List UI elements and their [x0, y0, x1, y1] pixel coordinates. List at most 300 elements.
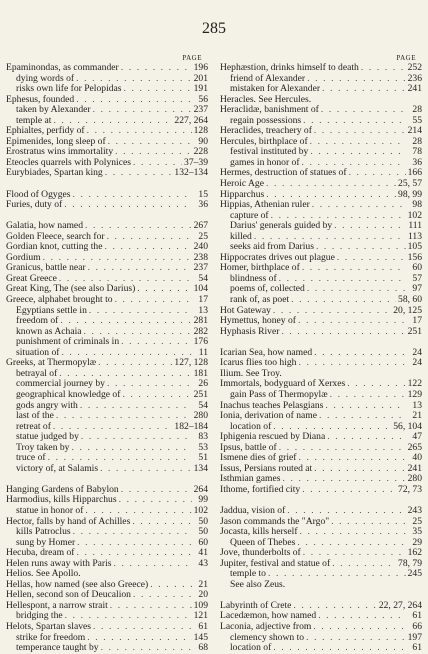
entry-page: 56 — [198, 93, 208, 105]
page-number: 285 — [202, 20, 226, 37]
dot-leader — [108, 137, 192, 148]
entry-text: Icarus flies too high — [220, 357, 297, 369]
entry-text: retreat of — [16, 420, 51, 432]
dot-leader — [331, 517, 406, 528]
entry-page: 68 — [198, 642, 208, 654]
dot-leader — [268, 569, 406, 580]
dot-leader — [104, 242, 191, 253]
entry-page: 24 — [412, 346, 422, 358]
dot-leader — [282, 474, 405, 485]
entry-text: Helios. See Apollo. — [6, 568, 81, 580]
entry-text: Labyrinth of Crete — [220, 599, 292, 611]
entry-page: 24 — [412, 357, 422, 369]
entry-page: 78 — [412, 146, 422, 158]
dot-leader — [101, 643, 192, 654]
dot-leader — [119, 495, 192, 506]
entry-page: 25, 57 — [398, 178, 422, 190]
dot-leader — [115, 295, 192, 306]
entry-page: 236 — [407, 72, 422, 84]
dot-leader — [81, 432, 192, 443]
entry-page: 54 — [198, 272, 208, 284]
entry-page: 166 — [407, 167, 422, 179]
entry-text: rank of, as poet — [230, 294, 290, 306]
entry-page: 282 — [193, 325, 208, 337]
dot-leader — [93, 622, 192, 633]
entry-page: 162 — [407, 547, 422, 559]
entry-page: 111 — [408, 220, 422, 232]
dot-leader — [73, 190, 193, 201]
entry-text: Isthmian games — [220, 473, 281, 485]
entry-text: Furies, duty of — [6, 199, 63, 211]
dot-leader — [322, 84, 406, 95]
entry-text: statue judged by — [16, 431, 79, 443]
index-entry — [6, 643, 208, 654]
dot-leader — [314, 126, 406, 137]
entry-text: Jocasta, kills herself — [220, 526, 298, 538]
entry-text: poems of, collected — [230, 283, 305, 295]
dot-leader — [88, 263, 192, 274]
entry-page: 196 — [193, 62, 208, 73]
entry-page: 97 — [412, 283, 422, 295]
entry-page: 36 — [412, 156, 422, 168]
entry-text: last of the — [16, 410, 54, 422]
entry-page: 251 — [193, 388, 208, 400]
entry-page: 20 — [198, 589, 208, 601]
dot-leader — [121, 337, 191, 348]
entry-page: 129 — [407, 388, 422, 400]
dot-leader — [76, 95, 192, 106]
entry-text: sung by Homer — [16, 536, 76, 548]
entry-text: Inachus teaches Pelasgians — [220, 399, 324, 411]
entry-text: Jupiter, festival and statue of — [220, 557, 331, 569]
entry-text: Eteocles quarrels with Polynices — [6, 156, 131, 168]
entry-text: Heracles. See Hercules. — [220, 93, 312, 105]
entry-page: 145 — [193, 631, 208, 643]
dot-leader — [87, 633, 191, 644]
dot-leader — [298, 453, 406, 464]
dot-leader — [314, 464, 405, 475]
dot-leader — [334, 221, 406, 232]
entry-page: 98, 99 — [398, 188, 422, 200]
dot-leader — [330, 390, 406, 401]
index-entry — [220, 622, 422, 633]
entry-page: 54 — [198, 399, 208, 411]
entry-page: 43 — [198, 557, 208, 569]
entry-text: temple to — [230, 568, 266, 580]
dot-leader — [133, 590, 192, 601]
entry-text: Jaddua, vision of — [220, 504, 286, 516]
entry-text: regain possessions — [230, 114, 302, 126]
entry-text: Heraclidæ, banishment of — [220, 104, 319, 116]
dot-leader — [337, 253, 406, 264]
entry-page: 25 — [412, 515, 422, 527]
entry-page: 102 — [407, 209, 422, 221]
dot-leader — [303, 116, 406, 127]
index-entry — [220, 485, 422, 496]
entry-text: Hippias, Athenian ruler — [220, 199, 310, 211]
dot-leader — [100, 464, 192, 475]
dot-leader — [298, 316, 406, 327]
entry-text: Golden Fleece, search for — [6, 230, 105, 242]
index-entry — [6, 390, 208, 401]
entry-text: Hymettus, honey of — [220, 315, 296, 327]
entry-text: freedom of — [16, 315, 59, 327]
entry-text: Jason commands the "Argo" — [220, 515, 330, 527]
entry-text: Ephesus, founded — [6, 93, 75, 105]
entry-text: bridging the — [16, 610, 63, 622]
entry-text: Greece, alphabet brought to — [6, 294, 113, 306]
dot-leader — [279, 443, 406, 454]
entry-page: 243 — [407, 504, 422, 516]
entry-page: 245 — [407, 568, 422, 580]
entry-text: gods angry with — [16, 399, 78, 411]
entry-page: 104 — [193, 283, 208, 295]
entry-page: 134 — [193, 462, 208, 474]
dot-leader — [307, 74, 405, 85]
entry-page: 228 — [193, 146, 208, 158]
entry-page: 15 — [198, 188, 208, 200]
entry-page: 13 — [198, 304, 208, 316]
entry-text: Jove, thunderbolts of — [220, 547, 301, 559]
right-entry-list — [220, 63, 422, 654]
dot-leader — [266, 179, 396, 190]
dot-leader — [121, 63, 192, 74]
entry-page: 28 — [412, 135, 422, 147]
dot-leader — [318, 611, 406, 622]
entry-text: Hercules, birthplace of — [220, 135, 308, 147]
entry-page: 113 — [407, 230, 422, 242]
entry-page: 61 — [198, 620, 208, 632]
entry-text: Epimenides, long sleep of — [6, 135, 106, 147]
entry-page: 53 — [198, 441, 208, 453]
entry-page: 102 — [193, 504, 208, 516]
entry-text: games in honor of — [230, 156, 300, 168]
entry-text: clemency shown to — [230, 631, 305, 643]
dot-leader — [114, 559, 192, 570]
entry-text: Immortals, bodyguard of Xerxes — [220, 378, 346, 390]
entry-page: 78, 79 — [398, 557, 422, 569]
entry-page: 241 — [407, 83, 422, 95]
entry-text: temperance taught by — [16, 642, 99, 654]
entry-text: strike for freedom — [16, 631, 86, 643]
dot-leader — [302, 263, 406, 274]
entry-text: friend of Alexander — [230, 72, 306, 84]
entry-page: 265 — [407, 441, 422, 453]
index-entry — [6, 411, 208, 422]
entry-page: 251 — [407, 325, 422, 337]
entry-text: Issus, Persians routed at — [220, 462, 313, 474]
dot-leader — [312, 200, 406, 211]
entry-text: Ionia, derivation of name — [220, 410, 317, 422]
entry-page: 25 — [198, 230, 208, 242]
entry-text: Ithome, fortified city — [220, 483, 301, 495]
entry-page: 50 — [198, 515, 208, 527]
entry-page: 20, 125 — [393, 304, 422, 316]
entry-text: Homer, birthplace of — [220, 262, 300, 274]
dot-leader — [327, 432, 406, 443]
entry-text: geographical knowledge of — [16, 388, 121, 400]
right-column-header: PAGE — [396, 54, 416, 62]
entry-text: known as Achaia — [16, 325, 82, 337]
dot-leader — [124, 84, 192, 95]
entry-page: 99 — [198, 494, 208, 506]
entry-page: 267 — [193, 220, 208, 232]
entry-text: Hermes, destruction of statues of — [220, 167, 347, 179]
entry-page: 132–134 — [174, 167, 208, 179]
entry-text: victory of, at Salamis — [16, 462, 99, 474]
dot-leader — [281, 327, 405, 338]
entry-page: 66 — [412, 620, 422, 632]
entry-text: Ephialtes, perfidy of — [6, 125, 85, 137]
entry-text: Eurybiades, Spartan king — [6, 167, 103, 179]
entry-text: Hellas, how named (see also Greece) — [6, 578, 149, 590]
entry-text: Epaminondas, as commander — [6, 62, 119, 73]
entry-text: betrayal of — [16, 367, 58, 379]
entry-text: Gordian knot, cutting the — [6, 241, 103, 253]
index-entry — [6, 200, 208, 211]
index-entry — [6, 464, 208, 475]
index-entry — [220, 506, 422, 517]
entry-page: 47 — [412, 431, 422, 443]
entry-text: risks own life for Pelopidas — [16, 83, 122, 95]
entry-text: Heroic Age — [220, 178, 264, 190]
dot-leader — [325, 401, 406, 412]
entry-page: 72, 73 — [398, 483, 422, 495]
dot-leader — [273, 643, 406, 654]
entry-page: 60 — [198, 536, 208, 548]
entry-text: statue in honor of — [16, 504, 84, 516]
entry-page: 127, 128 — [174, 357, 208, 369]
entry-text: Darius' generals guided by — [230, 220, 333, 232]
entry-text: Iphigenia rescued by Diana — [220, 431, 326, 443]
entry-text: See also Zeus. — [230, 578, 286, 590]
entry-page: 280 — [193, 410, 208, 422]
left-column — [6, 54, 208, 654]
entry-text: commercial journey by — [16, 378, 105, 390]
index-entry — [6, 295, 208, 306]
entry-page: 191 — [193, 83, 208, 95]
entry-text: Helen runs away with Paris — [6, 557, 112, 569]
entry-text: Great King, The (see also Darius) — [6, 283, 136, 295]
index-entry — [6, 168, 208, 179]
entry-page: 55 — [412, 114, 422, 126]
entry-page: 21 — [198, 578, 208, 590]
entry-page: 264 — [193, 483, 208, 495]
entry-text: Harmodius, kills Hipparchus — [6, 494, 117, 506]
entry-text: Flood of Ogyges — [6, 188, 71, 200]
index-entry — [220, 643, 422, 654]
entry-page: 21 — [412, 410, 422, 422]
entry-page: 90 — [198, 135, 208, 147]
dot-leader — [306, 633, 406, 644]
dot-leader — [332, 559, 396, 570]
dot-leader — [73, 527, 192, 538]
entry-page: 121 — [193, 610, 208, 622]
entry-page: 252 — [407, 62, 422, 73]
entry-text: Hephæstion, drinks himself to death — [220, 62, 359, 73]
dot-leader — [121, 485, 192, 496]
entry-text: capture of — [230, 209, 269, 221]
entry-text: Granicus, battle near — [6, 262, 86, 274]
entry-page: 35 — [412, 526, 422, 538]
entry-page: 105 — [407, 241, 422, 253]
entry-text: Lacedæmon, how named — [220, 610, 317, 622]
entry-text: Heraclides, treachery of — [220, 125, 312, 137]
dot-leader — [137, 284, 191, 295]
dot-leader — [310, 137, 406, 148]
entry-page: 214 — [407, 125, 422, 137]
entry-text: Hellespont, a narrow strait — [6, 599, 108, 611]
index-entry — [220, 390, 422, 401]
entry-page: 122 — [407, 378, 422, 390]
dot-leader — [361, 63, 406, 74]
dot-leader — [98, 358, 172, 369]
entry-text: location of — [230, 642, 272, 654]
index-entry — [220, 63, 422, 74]
entry-page: 61 — [412, 610, 422, 622]
entry-text: seeks aid from Darius — [230, 241, 314, 253]
dot-leader — [313, 622, 406, 633]
entry-text: Ismene dies of grief — [220, 452, 297, 464]
right-column — [220, 54, 422, 654]
entry-text: Icarian Sea, how named — [220, 346, 313, 358]
entry-page: 237 — [193, 104, 208, 116]
dot-leader — [314, 348, 406, 359]
entry-text: Hector, falls by hand of Achilles — [6, 515, 131, 527]
dot-leader — [105, 168, 173, 179]
entry-text: blindness of — [230, 272, 277, 284]
entry-text: Erostratus wins immortality — [6, 146, 114, 158]
left-column-header: PAGE — [182, 54, 202, 62]
entry-page: 17 — [198, 294, 208, 306]
dot-leader — [302, 485, 396, 496]
dot-leader — [64, 200, 192, 211]
entry-page: 41 — [198, 547, 208, 559]
entry-page: 241 — [407, 462, 422, 474]
index-entry — [220, 179, 422, 190]
entry-page: 26 — [198, 378, 208, 390]
entry-page: 40 — [412, 452, 422, 464]
dot-leader — [287, 506, 405, 517]
entry-page: 182–184 — [174, 420, 208, 432]
entry-text: truce of — [16, 452, 46, 464]
entry-text: Hipparchus — [220, 188, 265, 200]
entry-text: Hecuba, dream of — [6, 547, 75, 559]
entry-page: 237 — [193, 262, 208, 274]
dot-leader — [77, 538, 192, 549]
entry-text: taken by Alexander — [16, 104, 91, 116]
entry-text: mistaken for Alexander — [230, 83, 321, 95]
entry-page: 36 — [198, 199, 208, 211]
index-entry — [6, 63, 208, 74]
entry-text: Laconia, adjective from — [220, 620, 312, 632]
entry-page: 22, 27, 264 — [378, 599, 422, 611]
entry-text: Greeks, at Thermopylæ — [6, 357, 97, 369]
entry-text: Hot Gateway — [220, 304, 271, 316]
entry-page: 60 — [412, 262, 422, 274]
entry-text: Egyptians settle in — [16, 304, 87, 316]
entry-page: 156 — [407, 251, 422, 263]
entry-page: 17 — [412, 315, 422, 327]
entry-text: Ipsus, battle of — [220, 441, 277, 453]
entry-page: 280 — [407, 473, 422, 485]
dot-leader — [297, 538, 406, 549]
entry-page: 57 — [412, 272, 422, 284]
entry-text: location of — [230, 420, 272, 432]
dot-leader — [71, 443, 192, 454]
entry-text: Hellen, second son of Deucalion — [6, 589, 131, 601]
entry-text: Gordium — [6, 251, 41, 263]
dot-leader — [321, 105, 406, 116]
entry-text: Hippocrates drives out plague — [220, 251, 335, 263]
dot-leader — [132, 517, 192, 528]
entry-page: 176 — [193, 336, 208, 348]
entry-page: 201 — [193, 72, 208, 84]
entry-text: gain Pass of Thermopylæ — [230, 388, 328, 400]
entry-text: Queen of Thebes — [230, 536, 296, 548]
entry-text: Hyphasis River — [220, 325, 280, 337]
entry-page: 29 — [412, 536, 422, 548]
dot-leader — [80, 401, 192, 412]
entry-text: dying words of — [16, 72, 75, 84]
entry-page: 240 — [193, 241, 208, 253]
entry-page: 238 — [193, 251, 208, 263]
entry-page: 227, 264 — [174, 114, 208, 126]
entry-text: punishment of criminals in — [16, 336, 120, 348]
entry-text: festival instituted by — [230, 146, 309, 158]
index-entry — [220, 327, 422, 338]
index-entry — [220, 580, 422, 591]
entry-text: Hanging Gardens of Babylon — [6, 483, 119, 495]
left-entry-list — [6, 63, 208, 654]
index-entry — [220, 295, 422, 306]
dot-leader — [307, 284, 406, 295]
entry-page: 61 — [412, 642, 422, 654]
dot-leader — [110, 601, 192, 612]
dot-leader — [310, 147, 406, 158]
entry-text: situation of — [16, 346, 60, 358]
dot-leader — [319, 411, 406, 422]
dot-leader — [122, 390, 191, 401]
dot-leader — [291, 295, 396, 306]
entry-text: Troy taken by — [16, 441, 70, 453]
entry-page: 13 — [412, 399, 422, 411]
entry-text: Great Greece — [6, 272, 57, 284]
dot-leader — [300, 527, 406, 538]
entry-page: 98 — [412, 199, 422, 211]
dot-leader — [298, 358, 406, 369]
dot-leader — [89, 306, 192, 317]
entry-text: killed — [230, 230, 252, 242]
dot-leader — [85, 506, 191, 517]
entry-page: 37–39 — [184, 156, 208, 168]
entry-text: Helots, Spartan slaves — [6, 620, 91, 632]
entry-page: 50 — [198, 526, 208, 538]
entry-page: 281 — [193, 315, 208, 327]
index-entry — [6, 506, 208, 517]
index-entry — [220, 411, 422, 422]
dot-leader — [150, 580, 192, 591]
entry-page: 181 — [193, 367, 208, 379]
dot-leader — [347, 379, 405, 390]
entry-page: 51 — [198, 452, 208, 464]
entry-page: 109 — [193, 599, 208, 611]
entry-page: 56, 104 — [393, 420, 422, 432]
entry-text: Ilium. See Troy. — [220, 367, 282, 379]
entry-text: Galatia, how named — [6, 220, 83, 232]
entry-text: temple at — [16, 114, 52, 126]
index-entry — [6, 622, 208, 633]
